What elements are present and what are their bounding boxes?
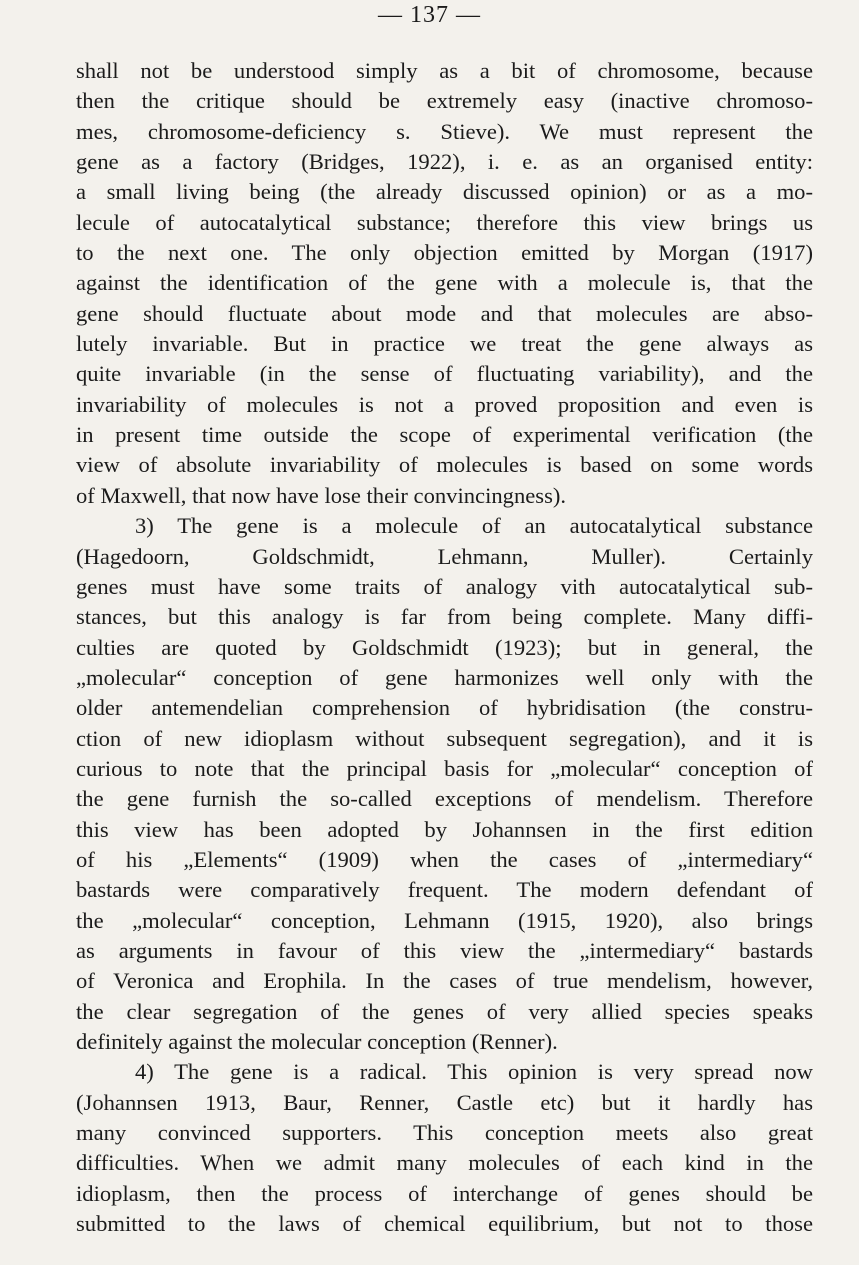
text-line: 4) The gene is a radical. This opinion is very spread now <box>135 1059 813 1085</box>
text-line: shall not be understood simply as a bit of chromosome, because <box>76 58 813 83</box>
text-line: definitely against the molecular conception (Renner). <box>76 1029 558 1054</box>
text-line: in present time outside the scope of experimental verification (the <box>76 422 813 448</box>
text-line: invariability of molecules is not a proved proposition and even is <box>76 391 813 417</box>
text-line: many convinced supporters. This conception meets also great <box>76 1120 813 1146</box>
text-line: 3) The gene is a molecule of an autocatalytical substance <box>135 513 813 539</box>
text-line: then the critique should be extremely easy (inactive chromoso- <box>76 88 813 114</box>
text-line: (Johannsen 1913, Baur, Renner, Castle etc) but it hardly has <box>76 1089 813 1115</box>
text-line: older antemendelian comprehension of hybridisation (the constru- <box>76 695 813 721</box>
text-line: against the identification of the gene with a molecule is, that the <box>76 270 813 296</box>
text-line: to the next one. The only objection emitted by Morgan (1917) <box>76 240 813 266</box>
text-line: difficulties. When we admit many molecules of each kind in the <box>76 1150 813 1176</box>
text-line: the „molecular“ conception, Lehmann (1915, 1920), also brings <box>76 907 813 933</box>
text-line: the gene furnish the so-called exceptions of mendelism. Therefore <box>76 786 813 812</box>
text-line: curious to note that the principal basis for „molecular“ conception of <box>76 755 813 781</box>
text-line: of his „Elements“ (1909) when the cases of „intermediary“ <box>76 846 813 872</box>
text-line: stances, but this analogy is far from being complete. Many diffi- <box>76 604 813 630</box>
text-line: quite invariable (in the sense of fluctuating variability), and the <box>76 361 813 387</box>
body-text <box>76 56 813 1239</box>
text-line: culties are quoted by Goldschmidt (1923); but in general, the <box>76 634 813 660</box>
text-line: gene should fluctuate about mode and that molecules are abso- <box>76 300 813 326</box>
text-line: of Veronica and Erophila. In the cases of true mendelism, however, <box>76 968 813 994</box>
text-line: ction of new idioplasm without subsequent segregation), and it is <box>76 725 813 751</box>
text-line: (Hagedoorn, Goldschmidt, Lehmann, Muller). Certainly <box>76 543 813 569</box>
text-line: idioplasm, then the process of interchange of genes should be <box>76 1180 813 1206</box>
text-line: gene as a factory (Bridges, 1922), i. e. as an organised entity: <box>76 149 813 175</box>
text-line: lecule of autocatalytical substance; therefore this view brings us <box>76 209 813 235</box>
text-line: view of absolute invariability of molecules is based on some words <box>76 452 813 478</box>
text-line: submitted to the laws of chemical equilibrium, but not to those <box>76 1211 813 1237</box>
text-line: the clear segregation of the genes of very allied species speaks <box>76 998 813 1024</box>
text-line: a small living being (the already discussed opinion) or as a mo- <box>76 179 813 205</box>
text-line: lutely invariable. But in practice we treat the gene always as <box>76 331 813 357</box>
text-line: genes must have some traits of analogy vith autocatalytical sub- <box>76 573 813 599</box>
page-number: — 137 — <box>378 2 481 28</box>
text-line: this view has been adopted by Johannsen in the first edition <box>76 816 813 842</box>
text-line: as arguments in favour of this view the „intermediary“ bastards <box>76 937 813 963</box>
text-line: „molecular“ conception of gene harmonizes well only with the <box>76 664 813 690</box>
text-line: of Maxwell, that now have lose their convincingness). <box>76 482 567 508</box>
text-line: mes, chromosome-deficiency s. Stieve). We must represent the <box>76 118 813 144</box>
text-line: bastards were comparatively frequent. The modern defendant of <box>76 877 813 903</box>
